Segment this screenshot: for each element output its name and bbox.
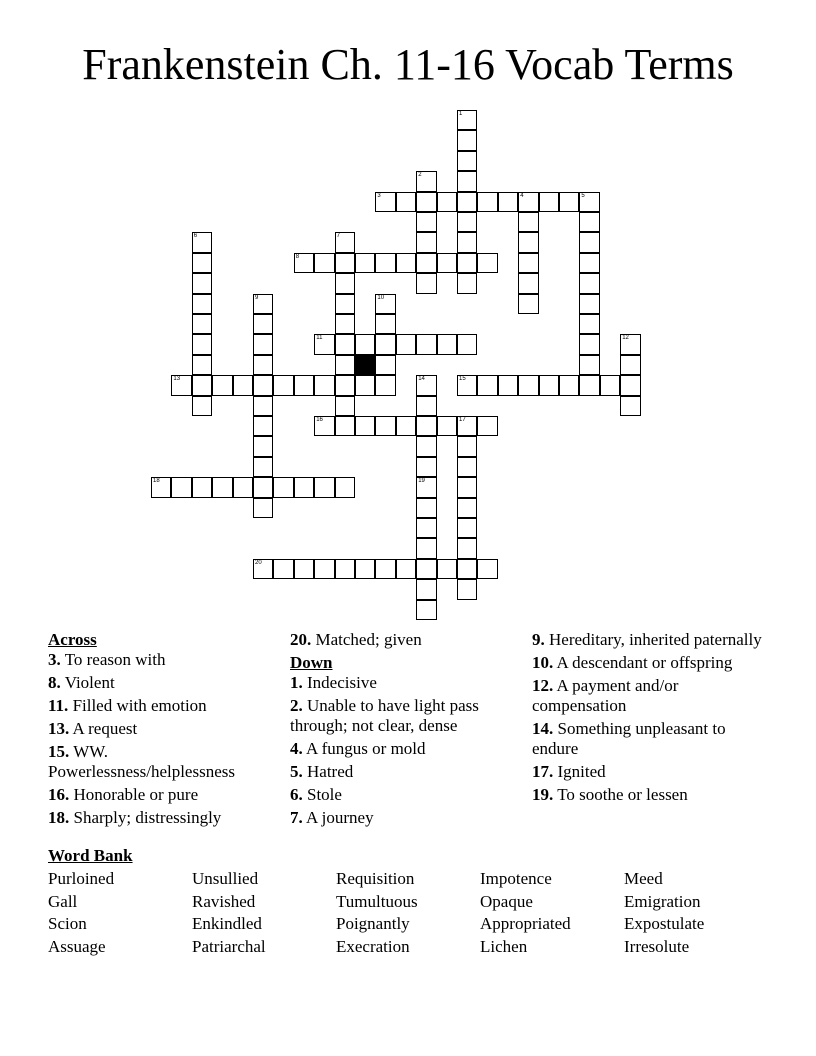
grid-cell[interactable] bbox=[273, 477, 293, 497]
grid-cell[interactable] bbox=[457, 273, 477, 293]
clue-text: A fungus or mold bbox=[302, 739, 426, 758]
grid-cell[interactable] bbox=[416, 518, 436, 538]
clue-label: 16. bbox=[48, 785, 70, 804]
grid-cell[interactable] bbox=[294, 477, 314, 497]
clue-text: A request bbox=[69, 719, 138, 738]
word-bank-column bbox=[624, 868, 704, 959]
clue-number: 11 bbox=[316, 335, 323, 342]
grid-cell[interactable] bbox=[457, 130, 477, 150]
clue-label: 14. bbox=[532, 719, 554, 738]
grid-cell[interactable] bbox=[457, 232, 477, 252]
clues-col-3 bbox=[532, 630, 762, 808]
clue-text: WW. Powerlessness/helplessness bbox=[48, 742, 235, 781]
grid-cell[interactable] bbox=[416, 396, 436, 416]
clue-label: 3. bbox=[48, 650, 61, 669]
clue-label: 15. bbox=[48, 742, 70, 761]
grid-cell[interactable] bbox=[416, 171, 436, 191]
grid-cell[interactable] bbox=[477, 375, 497, 395]
grid-cell[interactable] bbox=[416, 436, 436, 456]
grid-cell[interactable] bbox=[314, 375, 334, 395]
clue-text: Unable to have light pass through; not clear, dense bbox=[290, 696, 479, 735]
grid-cell[interactable] bbox=[437, 334, 457, 354]
across-clue bbox=[48, 785, 273, 805]
across-header: Across bbox=[48, 630, 97, 649]
word-bank-word: Enkindled bbox=[192, 914, 262, 934]
clue-label: 1. bbox=[290, 673, 303, 692]
clue-text: Sharply; distressingly bbox=[69, 808, 222, 827]
grid-cell[interactable] bbox=[579, 192, 599, 212]
grid-cell[interactable] bbox=[253, 457, 273, 477]
grid-cell[interactable] bbox=[192, 232, 212, 252]
grid-cell[interactable] bbox=[579, 253, 599, 273]
grid-cell[interactable] bbox=[192, 253, 212, 273]
grid-cell[interactable] bbox=[498, 375, 518, 395]
grid-cell[interactable] bbox=[437, 416, 457, 436]
down-clue bbox=[290, 762, 515, 782]
word-bank-column bbox=[480, 868, 571, 959]
clue-label: 10. bbox=[532, 653, 554, 672]
grid-cell[interactable] bbox=[335, 396, 355, 416]
grid-cell[interactable] bbox=[335, 355, 355, 375]
down-clue bbox=[532, 785, 762, 805]
grid-cell[interactable] bbox=[375, 334, 395, 354]
grid-cell[interactable] bbox=[273, 375, 293, 395]
clue-label: 8. bbox=[48, 673, 61, 692]
grid-cell[interactable] bbox=[335, 232, 355, 252]
clue-number: 3 bbox=[377, 192, 381, 199]
clue-text: To soothe or lessen bbox=[553, 785, 688, 804]
clue-text: Honorable or pure bbox=[69, 785, 199, 804]
grid-cell[interactable] bbox=[396, 253, 416, 273]
grid-cell[interactable] bbox=[253, 355, 273, 375]
clue-number: 6 bbox=[193, 233, 198, 240]
grid-cell[interactable] bbox=[294, 559, 314, 579]
grid-cell[interactable] bbox=[477, 559, 497, 579]
grid-cell[interactable] bbox=[457, 334, 477, 354]
word-bank-word: Expostulate bbox=[624, 914, 705, 934]
down-clue bbox=[532, 676, 762, 716]
grid-cell[interactable] bbox=[477, 253, 497, 273]
grid-cell[interactable] bbox=[457, 253, 477, 273]
word-bank-word: Lichen bbox=[480, 937, 528, 957]
down-clue bbox=[290, 808, 515, 828]
grid-cell[interactable] bbox=[375, 355, 395, 375]
grid-cell[interactable] bbox=[579, 212, 599, 232]
grid-cell[interactable] bbox=[518, 232, 538, 252]
grid-cell[interactable] bbox=[518, 294, 538, 314]
clue-number: 15 bbox=[459, 376, 466, 383]
grid-cell[interactable] bbox=[416, 192, 436, 212]
across-clue bbox=[48, 650, 273, 670]
clue-label: 5. bbox=[290, 762, 303, 781]
grid-cell[interactable] bbox=[579, 334, 599, 354]
grid-cell[interactable] bbox=[335, 314, 355, 334]
grid-cell[interactable] bbox=[437, 192, 457, 212]
grid-cell[interactable] bbox=[620, 355, 640, 375]
grid-cell[interactable] bbox=[375, 559, 395, 579]
grid-cell[interactable] bbox=[192, 355, 212, 375]
grid-cell[interactable] bbox=[253, 334, 273, 354]
word-bank-word: Execration bbox=[336, 937, 410, 957]
grid-cell[interactable] bbox=[335, 477, 355, 497]
grid-cell[interactable] bbox=[314, 334, 334, 354]
grid-cell[interactable] bbox=[253, 314, 273, 334]
page-title: Frankenstein Ch. 11-16 Vocab Terms bbox=[82, 40, 734, 89]
grid-cell[interactable] bbox=[355, 375, 375, 395]
grid-cell[interactable] bbox=[375, 375, 395, 395]
word-bank-column bbox=[192, 868, 266, 959]
grid-cell[interactable] bbox=[314, 559, 334, 579]
grid-cell[interactable] bbox=[192, 334, 212, 354]
clue-text: To reason with bbox=[60, 650, 166, 669]
word-bank-word: Gall bbox=[48, 891, 78, 911]
clue-number: 10 bbox=[377, 294, 385, 301]
grid-cell[interactable] bbox=[539, 375, 559, 395]
across-clue bbox=[48, 696, 273, 716]
grid-cell[interactable] bbox=[294, 375, 314, 395]
grid-cell[interactable] bbox=[457, 436, 477, 456]
word-bank-word: Emigration bbox=[624, 891, 701, 911]
word-bank-word: Assuage bbox=[48, 937, 106, 957]
down-clue bbox=[290, 739, 515, 759]
word-bank-word: Unsullied bbox=[192, 869, 259, 888]
clues-col-2 bbox=[290, 630, 515, 831]
grid-cell[interactable] bbox=[477, 192, 497, 212]
down-clue bbox=[290, 673, 515, 693]
clue-number: 5 bbox=[581, 192, 585, 199]
grid-cell[interactable] bbox=[355, 416, 375, 436]
grid-cell[interactable] bbox=[253, 294, 273, 314]
grid-cell[interactable] bbox=[335, 294, 355, 314]
grid-cell[interactable] bbox=[375, 314, 395, 334]
grid-cell[interactable] bbox=[192, 273, 212, 293]
grid-cell[interactable] bbox=[620, 396, 640, 416]
clue-number: 7 bbox=[336, 233, 340, 240]
grid-cell[interactable] bbox=[192, 477, 212, 497]
grid-cell[interactable] bbox=[457, 416, 477, 436]
across-clue bbox=[48, 808, 273, 828]
clue-text: Hatred bbox=[302, 762, 354, 781]
grid-cell[interactable] bbox=[437, 253, 457, 273]
grid-cell[interactable] bbox=[518, 375, 538, 395]
grid-cell[interactable] bbox=[416, 253, 436, 273]
grid-cell[interactable] bbox=[477, 416, 497, 436]
grid-cell[interactable] bbox=[457, 151, 477, 171]
shaded-cell bbox=[355, 355, 375, 375]
grid-cell[interactable] bbox=[457, 538, 477, 558]
clue-text: Matched; given bbox=[311, 630, 422, 649]
down-clue bbox=[290, 696, 515, 736]
grid-cell[interactable] bbox=[335, 375, 355, 395]
grid-cell[interactable] bbox=[375, 294, 395, 314]
grid-cell[interactable] bbox=[335, 334, 355, 354]
clue-number: 9 bbox=[255, 294, 259, 301]
grid-cell[interactable] bbox=[253, 498, 273, 518]
clue-number: 17 bbox=[459, 417, 466, 423]
grid-cell[interactable] bbox=[171, 375, 191, 395]
down-clue bbox=[290, 785, 515, 805]
grid-cell[interactable] bbox=[416, 232, 436, 252]
clue-number: 1 bbox=[459, 111, 463, 117]
grid-cell[interactable] bbox=[396, 192, 416, 212]
grid-cell[interactable] bbox=[457, 477, 477, 497]
grid-cell[interactable] bbox=[212, 477, 232, 497]
grid-cell[interactable] bbox=[192, 314, 212, 334]
grid-cell[interactable] bbox=[253, 375, 273, 395]
grid-cell[interactable] bbox=[559, 192, 579, 212]
grid-cell[interactable] bbox=[416, 334, 436, 354]
clue-label: 11. bbox=[48, 696, 69, 715]
grid-cell[interactable] bbox=[416, 273, 436, 293]
grid-cell[interactable] bbox=[579, 355, 599, 375]
grid-cell[interactable] bbox=[375, 192, 395, 212]
grid-cell[interactable] bbox=[457, 375, 477, 395]
grid-cell[interactable] bbox=[416, 579, 436, 599]
clue-label: 13. bbox=[48, 719, 70, 738]
grid-cell[interactable] bbox=[294, 253, 314, 273]
grid-cell[interactable] bbox=[253, 416, 273, 436]
clue-label: 18. bbox=[48, 808, 70, 827]
grid-cell[interactable] bbox=[457, 498, 477, 518]
clue-label: 6. bbox=[290, 785, 303, 804]
grid-cell[interactable] bbox=[620, 375, 640, 395]
grid-cell[interactable] bbox=[518, 253, 538, 273]
grid-cell[interactable] bbox=[151, 477, 171, 497]
grid-cell[interactable] bbox=[314, 253, 334, 273]
word-bank-word: Poignantly bbox=[336, 914, 410, 934]
grid-cell[interactable] bbox=[314, 477, 334, 497]
word-bank-word: Scion bbox=[48, 914, 87, 934]
grid-cell[interactable] bbox=[233, 375, 253, 395]
clue-number: 18 bbox=[153, 478, 160, 485]
grid-cell[interactable] bbox=[457, 192, 477, 212]
clue-text: Filled with emotion bbox=[68, 696, 207, 715]
word-bank-word: Appropriated bbox=[480, 914, 571, 934]
grid-cell[interactable] bbox=[396, 416, 416, 436]
across-clue bbox=[290, 630, 515, 650]
grid-cell[interactable] bbox=[253, 559, 273, 579]
word-bank-word: Tumultuous bbox=[336, 891, 418, 911]
clue-label: 4. bbox=[290, 739, 303, 758]
grid-cell[interactable] bbox=[518, 212, 538, 232]
grid-cell[interactable] bbox=[375, 253, 395, 273]
across-clue bbox=[48, 719, 273, 739]
grid-cell[interactable] bbox=[253, 396, 273, 416]
clue-number: 20 bbox=[255, 559, 262, 566]
down-clue bbox=[532, 630, 762, 650]
grid-cell[interactable] bbox=[273, 559, 293, 579]
grid-cell[interactable] bbox=[457, 171, 477, 191]
clue-label: 2. bbox=[290, 696, 303, 715]
clue-number: 14 bbox=[418, 376, 425, 383]
across-clue bbox=[48, 742, 273, 782]
word-bank-word: Patriarchal bbox=[192, 937, 266, 957]
clue-number: 12 bbox=[622, 335, 629, 342]
grid-cell[interactable] bbox=[375, 416, 395, 436]
word-bank-word: Opaque bbox=[480, 891, 533, 911]
clue-number: 16 bbox=[316, 417, 323, 423]
grid-cell[interactable] bbox=[518, 273, 538, 293]
grid-cell[interactable] bbox=[559, 375, 579, 395]
grid-cell[interactable] bbox=[457, 579, 477, 599]
word-bank-word: Purloined bbox=[48, 869, 115, 888]
grid-cell[interactable] bbox=[457, 110, 477, 130]
clue-number: 13 bbox=[173, 376, 181, 383]
grid-cell[interactable] bbox=[212, 375, 232, 395]
grid-cell[interactable] bbox=[192, 375, 212, 395]
grid-cell[interactable] bbox=[192, 396, 212, 416]
grid-cell[interactable] bbox=[416, 375, 436, 395]
grid-cell[interactable] bbox=[233, 477, 253, 497]
grid-cell[interactable] bbox=[253, 436, 273, 456]
across-clue bbox=[48, 673, 273, 693]
clue-text: Indecisive bbox=[302, 673, 377, 692]
grid-cell[interactable] bbox=[396, 334, 416, 354]
word-bank-word: Requisition bbox=[336, 869, 415, 888]
grid-cell[interactable] bbox=[579, 314, 599, 334]
grid-cell[interactable] bbox=[335, 416, 355, 436]
down-clue bbox=[532, 719, 762, 759]
grid-cell[interactable] bbox=[416, 559, 436, 579]
clue-label: 12. bbox=[532, 676, 554, 695]
grid-cell[interactable] bbox=[192, 294, 212, 314]
down-clue bbox=[532, 762, 762, 782]
grid-cell[interactable] bbox=[416, 498, 436, 518]
word-bank-word: Impotence bbox=[480, 869, 552, 888]
grid-cell[interactable] bbox=[437, 559, 457, 579]
grid-cell[interactable] bbox=[579, 375, 599, 395]
grid-cell[interactable] bbox=[600, 375, 620, 395]
clue-label: 20. bbox=[290, 630, 312, 649]
grid-cell[interactable] bbox=[518, 192, 538, 212]
clues-col-1 bbox=[48, 630, 273, 831]
clue-text: Something unpleasant to endure bbox=[532, 719, 726, 758]
clue-number: 4 bbox=[520, 192, 524, 199]
grid-cell[interactable] bbox=[579, 294, 599, 314]
grid-cell[interactable] bbox=[457, 559, 477, 579]
grid-cell[interactable] bbox=[579, 273, 599, 293]
clue-text: Hereditary, inherited paternally bbox=[544, 630, 762, 649]
grid-cell[interactable] bbox=[416, 600, 436, 620]
grid-cell[interactable] bbox=[416, 457, 436, 477]
clue-number: 19 bbox=[418, 478, 425, 485]
clue-label: 19. bbox=[532, 785, 554, 804]
grid-cell[interactable] bbox=[416, 212, 436, 232]
word-bank-word: Meed bbox=[624, 869, 663, 888]
grid-cell[interactable] bbox=[416, 477, 436, 497]
grid-cell[interactable] bbox=[539, 192, 559, 212]
grid-cell[interactable] bbox=[335, 253, 355, 273]
grid-cell[interactable] bbox=[457, 212, 477, 232]
word-bank-word: Irresolute bbox=[624, 937, 690, 957]
grid-cell[interactable] bbox=[457, 518, 477, 538]
grid-cell[interactable] bbox=[335, 559, 355, 579]
clue-text: A journey bbox=[302, 808, 374, 827]
word-bank-column bbox=[336, 868, 418, 959]
grid-cell[interactable] bbox=[171, 477, 191, 497]
clue-label: 7. bbox=[290, 808, 303, 827]
down-clue bbox=[532, 653, 762, 673]
clue-number: 8 bbox=[295, 253, 300, 260]
grid-cell[interactable] bbox=[253, 477, 273, 497]
word-bank-header: Word Bank bbox=[48, 846, 133, 865]
clue-text: Stole bbox=[302, 785, 342, 804]
word-bank-column bbox=[48, 868, 114, 959]
clue-text: A descendant or offspring bbox=[553, 653, 733, 672]
clue-text: A payment and/or compensation bbox=[532, 676, 679, 715]
grid-cell[interactable] bbox=[498, 192, 518, 212]
word-bank-word: Ravished bbox=[192, 891, 256, 911]
grid-cell[interactable] bbox=[416, 538, 436, 558]
grid-cell[interactable] bbox=[355, 253, 375, 273]
grid-cell[interactable] bbox=[355, 334, 375, 354]
grid-cell[interactable] bbox=[355, 559, 375, 579]
down-header: Down bbox=[290, 653, 333, 672]
clue-label: 17. bbox=[532, 762, 554, 781]
clue-text: Ignited bbox=[553, 762, 606, 781]
grid-cell[interactable] bbox=[314, 416, 334, 436]
grid-cell[interactable] bbox=[396, 559, 416, 579]
clue-label: 9. bbox=[532, 630, 545, 649]
grid-cell[interactable] bbox=[416, 416, 436, 436]
clue-text: Violent bbox=[60, 673, 115, 692]
clue-number: 2 bbox=[418, 172, 422, 179]
grid-cell[interactable] bbox=[457, 457, 477, 477]
grid-cell[interactable] bbox=[335, 273, 355, 293]
grid-cell[interactable] bbox=[620, 334, 640, 354]
grid-cell[interactable] bbox=[579, 232, 599, 252]
